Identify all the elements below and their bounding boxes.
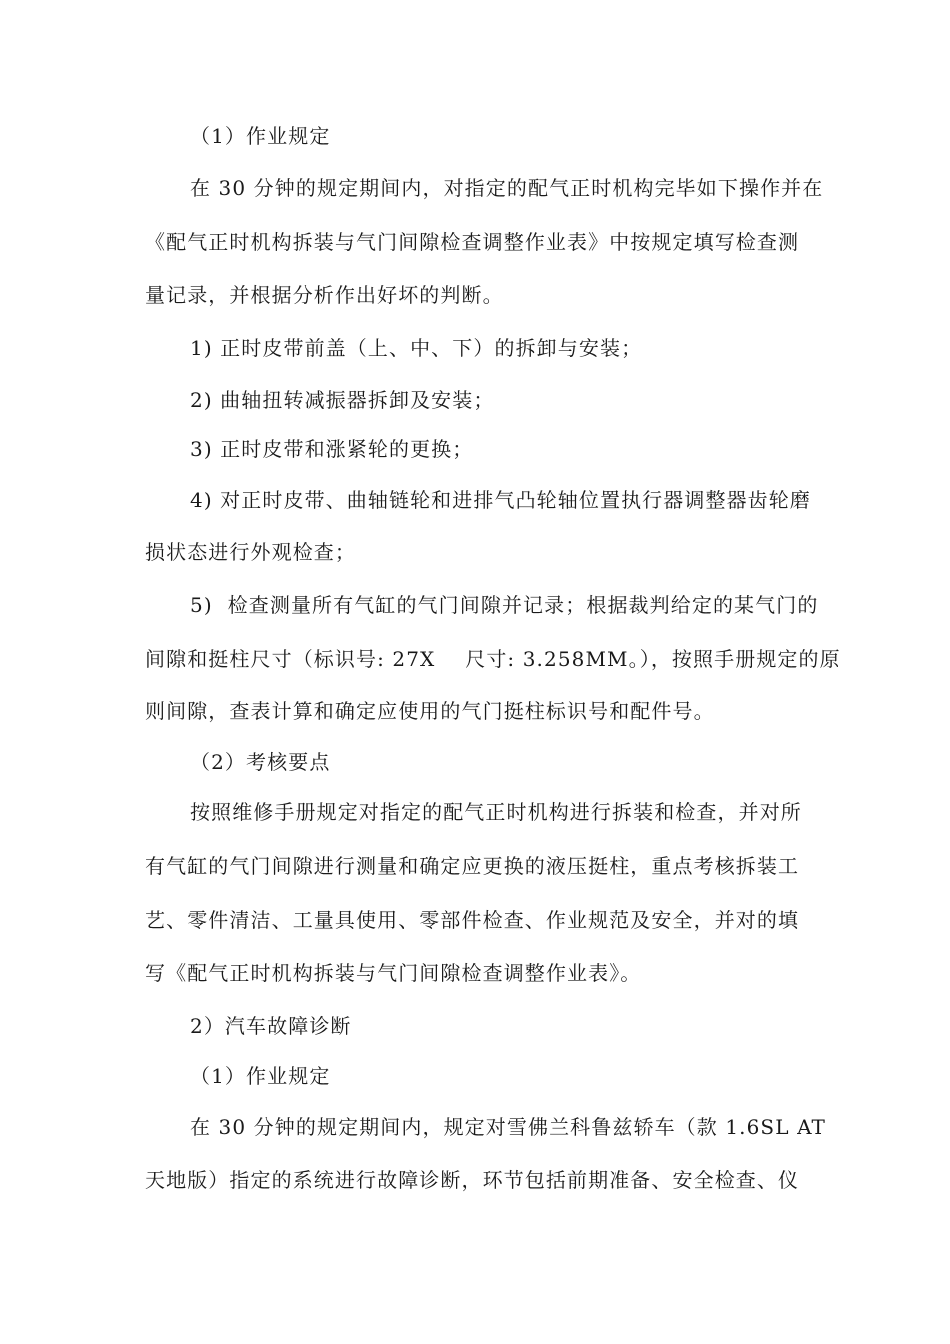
- list-item-continuation: 间隙和挺柱尺寸（标识号: 27X 尺寸: 3.258MM。），按照手册规定的原: [145, 647, 841, 671]
- list-item: 3) 正时皮带和涨紧轮的更换；: [190, 437, 474, 461]
- list-item-continuation: 损状态进行外观检查；: [145, 540, 356, 564]
- paragraph-line: 有气缸的气门间隙进行测量和确定应更换的液压挺柱，重点考核拆装工: [145, 854, 800, 878]
- heading-work-requirements: （1）作业规定: [190, 124, 331, 148]
- list-item: 4) 对正时皮带、曲轴链轮和进排气凸轮轴位置执行器调整器齿轮磨: [190, 488, 811, 512]
- paragraph-line: 按照维修手册规定对指定的配气正时机构进行拆装和检查，并对所: [190, 800, 802, 824]
- paragraph-line: 量记录，并根据分析作出好坏的判断。: [145, 283, 504, 307]
- list-item-continuation: 则间隙，查表计算和确定应使用的气门挺柱标识号和配件号。: [145, 699, 715, 723]
- list-item: 1) 正时皮带前盖（上、中、下）的拆卸与安装；: [190, 336, 643, 360]
- paragraph-line: 《配气正时机构拆装与气门间隙检查调整作业表》中按规定填写检查测: [145, 230, 800, 254]
- paragraph-line: 天地版）指定的系统进行故障诊断，环节包括前期准备、安全检查、仪: [145, 1168, 800, 1192]
- paragraph-line: 在 30 分钟的规定期间内，对指定的配气正时机构完毕如下操作并在: [190, 176, 824, 200]
- list-item: 2) 曲轴扭转减振器拆卸及安装；: [190, 388, 495, 412]
- heading-work-requirements: （1）作业规定: [190, 1064, 331, 1088]
- paragraph-line: 艺、零件清洁、工量具使用、零部件检查、作业规范及安全，并对的填: [145, 908, 800, 932]
- heading-assessment-points: （2）考核要点: [190, 750, 331, 774]
- paragraph-line: 写《配气正时机构拆装与气门间隙检查调整作业表》。: [145, 961, 642, 985]
- paragraph-line: 在 30 分钟的规定期间内，规定对雪佛兰科鲁兹轿车（款 1.6SL AT: [190, 1115, 826, 1139]
- heading-fault-diagnosis: 2）汽车故障诊断: [190, 1014, 352, 1038]
- list-item: 5) 检查测量所有气缸的气门间隙并记录；根据裁判给定的某气门的: [190, 593, 819, 617]
